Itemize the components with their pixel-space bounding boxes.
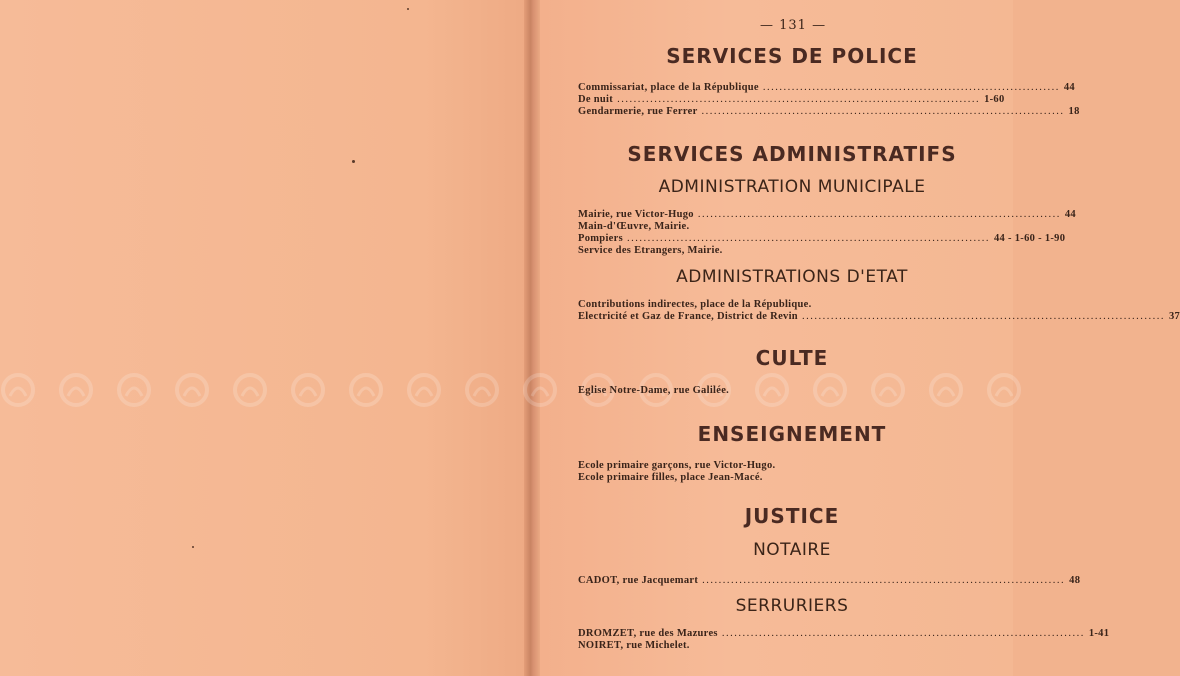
entry-label: Electricité et Gaz de France, District de Revin (578, 311, 798, 322)
entry-label: Ecole primaire garçons, rue Victor-Hugo. (578, 460, 776, 471)
paper-speck (192, 546, 194, 548)
list-item (578, 575, 1081, 587)
list-item (578, 94, 1004, 106)
subsection-title-etat: ADMINISTRATIONS D'ETAT (676, 267, 908, 287)
entry-label: Commissariat, place de la République (578, 82, 759, 93)
entry-label: Gendarmerie, rue Ferrer (578, 106, 698, 117)
entry-label: De nuit (578, 94, 614, 105)
section-title-administratifs: SERVICES ADMINISTRATIFS (627, 142, 957, 166)
book-gutter (524, 0, 540, 676)
subsection-title-serruriers: SERRURIERS (735, 596, 849, 616)
entry-number: 37 (1168, 311, 1180, 322)
entry-number: 1-41 (1088, 628, 1110, 639)
section-title-culte: CULTE (755, 346, 829, 370)
list-item (578, 628, 1110, 640)
section-title-justice: JUSTICE (744, 504, 840, 528)
entry-label: Eglise Notre-Dame, rue Galilée. (578, 385, 730, 396)
leader-dots: ........................................................................................ (702, 575, 1066, 586)
entry-label: Pompiers (578, 233, 623, 244)
paper-speck (407, 8, 409, 10)
list-item (578, 82, 1075, 94)
leader-dots: ........................................................................................ (626, 233, 990, 244)
list-item (578, 299, 1004, 311)
entry-label: Ecole primaire filles, place Jean-Macé. (578, 472, 763, 483)
list-item (578, 221, 1004, 233)
list-item (578, 311, 1180, 323)
entry-label: NOIRET, rue Michelet. (578, 640, 690, 651)
leader-dots: ........................................................................................ (617, 94, 981, 105)
list-item (578, 233, 1066, 245)
subsection-title-municipale: ADMINISTRATION MUNICIPALE (658, 177, 926, 197)
list-item (578, 472, 1004, 484)
list-item (578, 245, 1004, 257)
leader-dots: ........................................................................................ (721, 628, 1085, 639)
entry-label: Service des Etrangers, Mairie. (578, 245, 723, 256)
list-item (578, 209, 1076, 221)
leader-dots: ........................................................................................ (701, 106, 1065, 117)
entry-number: 44 - 1-60 - 1-90 (993, 233, 1066, 244)
entry-number: 44 (1064, 209, 1076, 220)
list-item (578, 106, 1080, 118)
leader-dots: ........................................................................................ (697, 209, 1061, 220)
entry-label: CADOT, rue Jacquemart (578, 575, 699, 586)
section-title-police: SERVICES DE POLICE (666, 44, 918, 68)
entry-label: DROMZET, rue des Mazures (578, 628, 718, 639)
entry-label: Mairie, rue Victor-Hugo (578, 209, 694, 220)
page-number: — 131 — (760, 18, 827, 33)
left-page (0, 0, 528, 676)
entry-number: 1-60 (984, 94, 1005, 105)
subsection-title-notaire: NOTAIRE (753, 540, 831, 560)
list-item (578, 640, 1004, 652)
list-item (578, 460, 1004, 472)
entry-label: Main-d'Œuvre, Mairie. (578, 221, 690, 232)
leader-dots: ........................................................................................ (801, 311, 1165, 322)
leader-dots: ........................................................................ (762, 82, 1060, 93)
section-title-enseignement: ENSEIGNEMENT (697, 422, 887, 446)
list-item (578, 385, 1004, 397)
paper-speck (352, 160, 355, 163)
entry-number: 48 (1069, 575, 1081, 586)
entry-number: 44 (1063, 82, 1075, 93)
entry-label: Contributions indirectes, place de la République. (578, 299, 812, 310)
entry-number: 18 (1068, 106, 1080, 117)
